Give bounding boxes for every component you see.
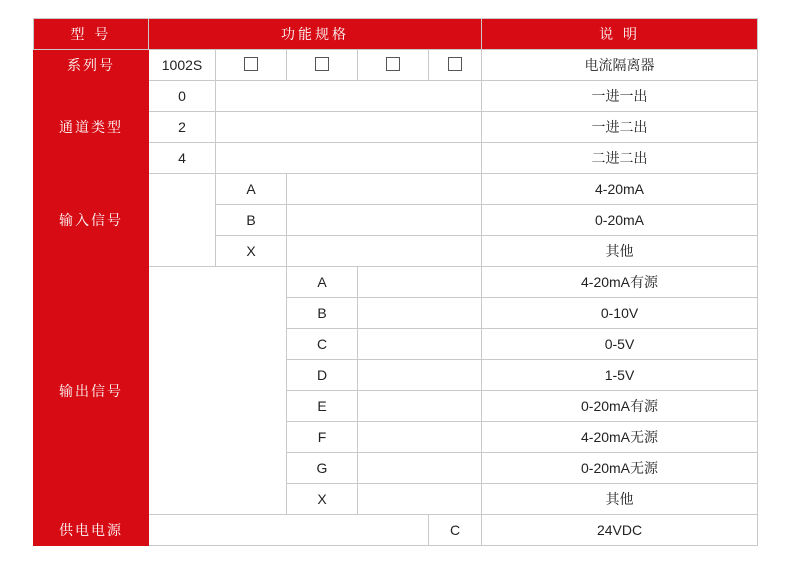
- output-desc-3: 1-5V: [482, 360, 758, 391]
- checkbox-square-icon: [244, 57, 258, 71]
- output-desc-5: 4-20mA无源: [482, 422, 758, 453]
- input-blank-1: [287, 205, 482, 236]
- series-description: 电流隔离器: [482, 50, 758, 81]
- output-blank-6: [358, 453, 482, 484]
- output-blank-3: [358, 360, 482, 391]
- series-box-4: [429, 50, 482, 81]
- series-box-2: [287, 50, 358, 81]
- channel-desc-2: 二进二出: [482, 143, 758, 174]
- output-desc-2: 0-5V: [482, 329, 758, 360]
- input-code-0: A: [216, 174, 287, 205]
- table-row: [34, 174, 758, 205]
- checkbox-square-icon: [448, 57, 462, 71]
- row-label-power-supply: 供电电源: [34, 515, 149, 546]
- output-desc-4: 0-20mA有源: [482, 391, 758, 422]
- input-desc-2: 其他: [482, 236, 758, 267]
- output-blank-4: [358, 391, 482, 422]
- input-code-1: B: [216, 205, 287, 236]
- row-label-output-signal: 输出信号: [34, 267, 149, 515]
- row-label-input-signal: 输入信号: [34, 174, 149, 267]
- channel-code-0: 0: [149, 81, 216, 112]
- input-blank-0: [287, 174, 482, 205]
- input-blank-left: [149, 174, 216, 267]
- channel-blank-2: [216, 143, 482, 174]
- table-row: [34, 515, 758, 546]
- channel-desc-1: 一进二出: [482, 112, 758, 143]
- input-desc-0: 4-20mA: [482, 174, 758, 205]
- table-header-row: [34, 19, 758, 50]
- output-blank-7: [358, 484, 482, 515]
- output-code-7: X: [287, 484, 358, 515]
- table-row: [34, 50, 758, 81]
- output-code-0: A: [287, 267, 358, 298]
- table-row: [34, 267, 758, 298]
- output-desc-1: 0-10V: [482, 298, 758, 329]
- channel-code-1: 2: [149, 112, 216, 143]
- row-label-series: 系列号: [34, 50, 149, 81]
- series-box-3: [358, 50, 429, 81]
- checkbox-square-icon: [315, 57, 329, 71]
- header-cell-model: 型 号: [34, 19, 149, 50]
- power-desc-0: 24VDC: [482, 515, 758, 546]
- channel-desc-0: 一进一出: [482, 81, 758, 112]
- output-code-1: B: [287, 298, 358, 329]
- input-desc-1: 0-20mA: [482, 205, 758, 236]
- output-blank-0: [358, 267, 482, 298]
- output-code-5: F: [287, 422, 358, 453]
- power-code-0: C: [429, 515, 482, 546]
- series-box-1: [216, 50, 287, 81]
- input-blank-2: [287, 236, 482, 267]
- series-model-code: 1002S: [149, 50, 216, 81]
- row-label-channel-type: 通道类型: [34, 81, 149, 174]
- output-desc-6: 0-20mA无源: [482, 453, 758, 484]
- power-blank-left: [149, 515, 429, 546]
- output-blank-5: [358, 422, 482, 453]
- checkbox-square-icon: [386, 57, 400, 71]
- output-desc-0: 4-20mA有源: [482, 267, 758, 298]
- output-desc-7: 其他: [482, 484, 758, 515]
- channel-blank-1: [216, 112, 482, 143]
- output-blank-left: [149, 267, 287, 515]
- output-code-2: C: [287, 329, 358, 360]
- output-code-4: E: [287, 391, 358, 422]
- output-code-3: D: [287, 360, 358, 391]
- header-cell-function: 功能规格: [149, 19, 482, 50]
- table-row: [34, 81, 758, 112]
- output-code-6: G: [287, 453, 358, 484]
- product-model-spec-table: [33, 18, 758, 546]
- channel-code-2: 4: [149, 143, 216, 174]
- output-blank-1: [358, 298, 482, 329]
- header-cell-description: 说 明: [482, 19, 758, 50]
- channel-blank-0: [216, 81, 482, 112]
- input-code-2: X: [216, 236, 287, 267]
- output-blank-2: [358, 329, 482, 360]
